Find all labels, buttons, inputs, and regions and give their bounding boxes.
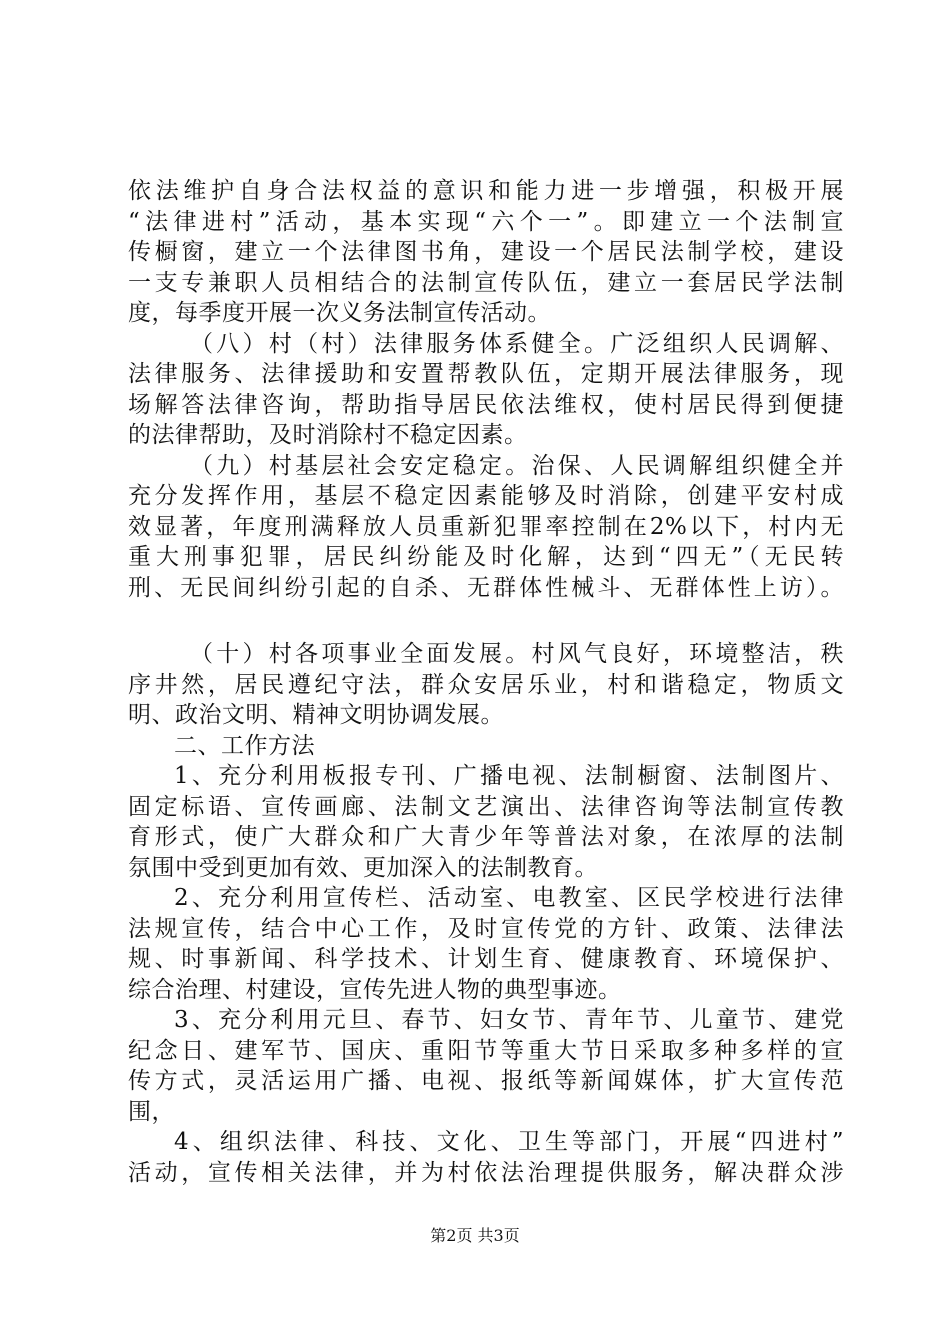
text-line: 法律服务、法律援助和安置帮教队伍，定期开展法律服务，现 <box>128 361 844 387</box>
text-line: 3、充分利用元旦、春节、妇女节、青年节、儿童节、建党 <box>174 1007 844 1033</box>
text-line: （十）村各项事业全面发展。村风气良好，环境整洁，秩 <box>190 641 844 667</box>
text-line: 重大刑事犯罪，居民纠纷能及时化解，达到“四无”（无民转 <box>128 544 844 570</box>
text-line: 的法律帮助，及时消除村不稳定因素。 <box>128 422 528 448</box>
blank-line <box>128 603 844 639</box>
text-line: 传橱窗，建立一个法律图书角，建设一个居民法制学校，建设 <box>128 239 844 265</box>
text-line: “法律进村”活动，基本实现“六个一”。即建立一个法制宣 <box>128 208 844 235</box>
text-line: 度，每季度开展一次义务法制宣传活动。 <box>128 300 551 326</box>
text-line: 综合治理、村建设，宣传先进人物的典型事迹。 <box>128 976 622 1003</box>
text-line: 固定标语、宣传画廊、法制文艺演出、法律咨询等法制宣传教 <box>128 793 844 820</box>
text-line: 1、充分利用板报专刊、广播电视、法制橱窗、法制图片、 <box>174 763 844 789</box>
text-line: 序井然，居民遵纪守法，群众安居乐业，村和谐稳定，物质文 <box>128 671 844 698</box>
text-line: 场解答法律咨询，帮助指导居民依法维权，使村居民得到便捷 <box>128 391 844 418</box>
text-line: （九）村基层社会安定稳定。治保、人民调解组织健全并 <box>190 452 844 479</box>
document-body <box>128 176 844 1188</box>
text-line: 氛围中受到更加有效、更加深入的法制教育。 <box>128 854 598 881</box>
text-line: 明、政治文明、精神文明协调发展。 <box>128 702 504 728</box>
text-line: （八）村（村）法律服务体系健全。广泛组织人民调解、 <box>190 330 844 357</box>
text-line: 传方式，灵活运用广播、电视、报纸等新闻媒体，扩大宣传范 <box>128 1068 844 1094</box>
text-line: 育形式，使广大群众和广大青少年等普法对象，在浓厚的法制 <box>128 824 844 850</box>
text-line: 刑、无民间纠纷引起的自杀、无群体性械斗、无群体性上访）。 <box>128 574 844 601</box>
text-line: 纪念日、建军节、国庆、重阳节等重大节日采取多种多样的宣 <box>128 1037 844 1064</box>
text-line: 2、充分利用宣传栏、活动室、电教室、区民学校进行法律 <box>174 885 844 911</box>
text-line: 法规宣传，结合中心工作，及时宣传党的方针、政策、法律法 <box>128 915 844 942</box>
text-line: 二、工作方法 <box>174 732 315 759</box>
text-line: 4、组织法律、科技、文化、卫生等部门，开展“四进村” <box>174 1129 844 1155</box>
text-line: 效显著，年度刑满释放人员重新犯罪率控制在2%以下，村内无 <box>128 513 844 540</box>
text-line: 活动，宣传相关法律，并为村依法治理提供服务，解决群众涉 <box>128 1159 844 1186</box>
text-line: 规、时事新闻、科学技术、计划生育、健康教育、环境保护、 <box>128 946 844 972</box>
text-line: 依法维护自身合法权益的意识和能力进一步增强，积极开展 <box>128 178 844 204</box>
text-line: 一支专兼职人员相结合的法制宣传队伍，建立一套居民学法制 <box>128 269 844 296</box>
text-line: 围， <box>128 1098 175 1125</box>
text-line: 充分发挥作用，基层不稳定因素能够及时消除，创建平安村成 <box>128 483 844 509</box>
page-footer: 第2页 共3页 <box>430 1226 520 1245</box>
